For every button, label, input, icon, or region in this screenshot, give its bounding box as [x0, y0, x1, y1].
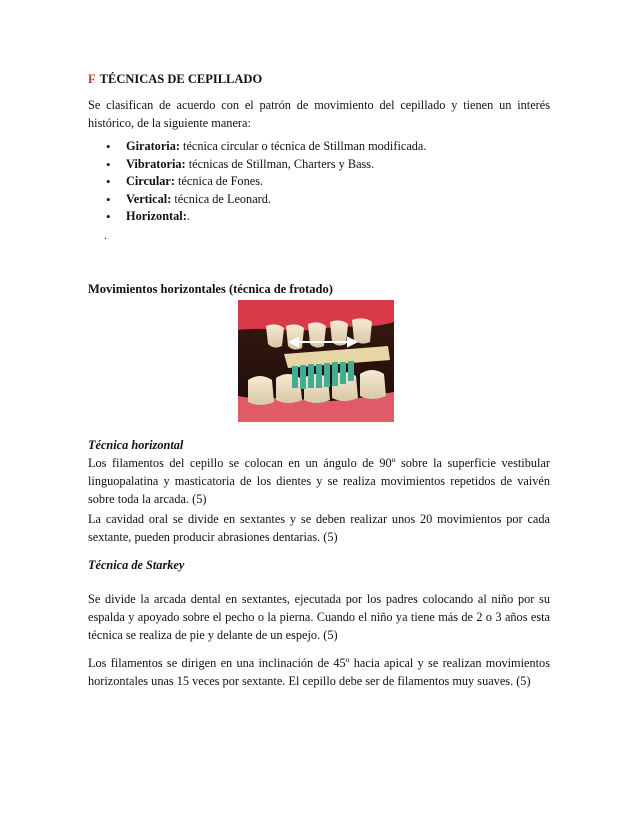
- list-item: [88, 156, 550, 174]
- list-item: [88, 138, 550, 156]
- list-item-desc: .: [186, 209, 190, 223]
- list-item: [88, 208, 550, 226]
- list-item-term: Horizontal:: [126, 209, 187, 223]
- list-item-desc: técnica de Leonard.: [171, 191, 271, 206]
- stray-dot: .: [104, 228, 107, 242]
- list-item-desc: técnica de Fones.: [174, 174, 264, 188]
- technique-list: [88, 138, 550, 226]
- horizontal-heading: Movimientos horizontales (técnica de frotado): [88, 282, 333, 296]
- toothbrush-photo: [238, 300, 394, 422]
- section-title-text: TÉCNICAS DE CEPILLADO: [99, 72, 263, 86]
- horizontal-subheading: Técnica horizontal: [88, 438, 184, 452]
- list-item-term: Vibratoria:: [126, 156, 186, 171]
- list-item-term: Circular:: [126, 174, 175, 188]
- horizontal-paragraph-2: La cavidad oral se divide en sextantes y se deben realizar unos 20 movimientos por cada sextante, pueden producir abrasiones dentarias. (5): [88, 512, 550, 544]
- list-item-term: Giratoria:: [126, 139, 180, 153]
- intro-paragraph: Se clasifican de acuerdo con el patrón de movimiento del cepillado y tienen un interés histórico, de la siguiente manera:: [88, 98, 550, 130]
- starkey-paragraph-1: Se divide la arcada dental en sextantes, ejecutada por los padres colocando al niño por su espalda y apoyado sobre el pecho o la pierna. Cuando el niño ya tiene más de 2 o 3 años esta técnica se realiza de pie y delante de un espejo. (5): [88, 592, 550, 642]
- section-title: [88, 70, 550, 88]
- list-item-term: Vertical:: [126, 191, 172, 206]
- list-item-desc: técnicas de Stillman, Charters y Bass.: [185, 156, 375, 171]
- horizontal-paragraph-1: Los filamentos del cepillo se colocan en un ángulo de 90º sobre la superficie vestibular linguopalatina y masticatoria de los dientes y se realiza movimientos repetidos de vaivén sobre toda la arcada. (5): [88, 456, 550, 506]
- list-item: [88, 173, 550, 191]
- section-marker: F: [88, 72, 96, 86]
- starkey-paragraph-2: Los filamentos se dirigen en una inclinación de 45º hacia apical y se realizan movimientos horizontales unas 15 veces por sextante. El cepillo debe ser de filamentos muy suaves. (5): [88, 656, 550, 688]
- starkey-subheading: Técnica de Starkey: [88, 558, 185, 572]
- list-item-desc: técnica circular o técnica de Stillman modificada.: [179, 139, 427, 153]
- list-item: [88, 191, 550, 209]
